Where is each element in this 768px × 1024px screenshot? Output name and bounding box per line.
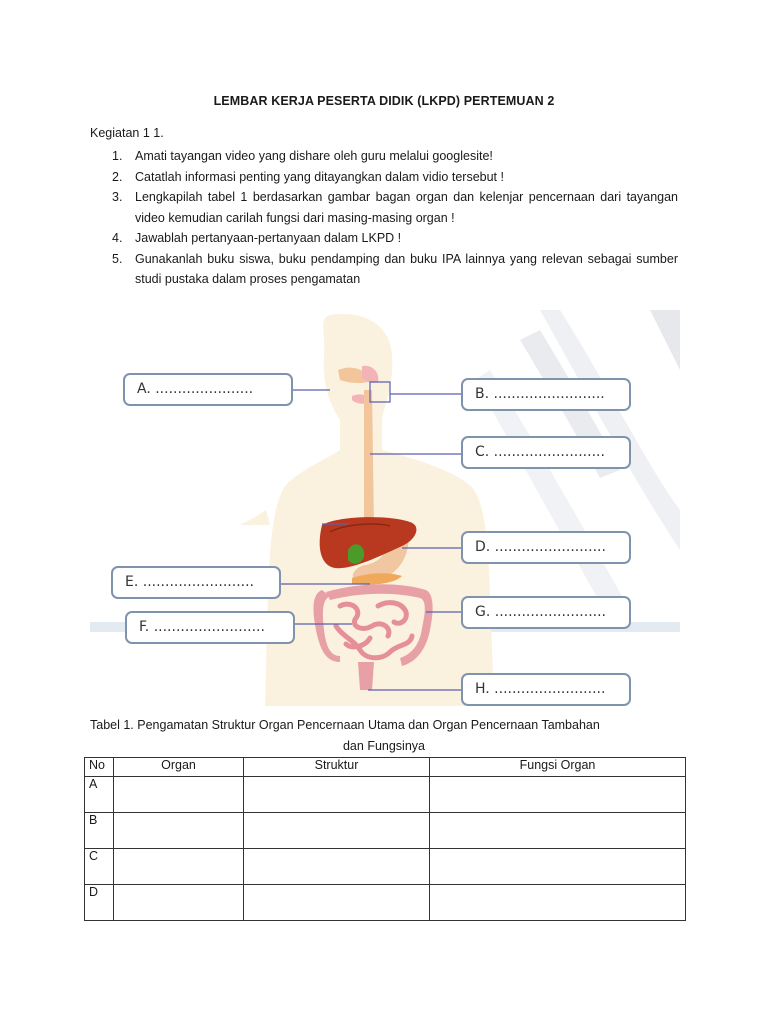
- cell-struktur[interactable]: [244, 885, 430, 921]
- label-box-f: F. .........................: [125, 611, 295, 644]
- label-box-h: H. .........................: [461, 673, 631, 706]
- label-box-b: B. .........................: [461, 378, 631, 411]
- table-row: [85, 885, 686, 921]
- cell-struktur[interactable]: [244, 849, 430, 885]
- table-caption: Tabel 1. Pengamatan Struktur Organ Pencernaan Utama dan Organ Pencernaan Tambahan: [90, 718, 600, 732]
- instruction-number: 3.: [112, 190, 123, 204]
- instruction-item: [90, 187, 678, 228]
- instruction-number: 4.: [112, 231, 123, 245]
- instruction-list: [90, 146, 678, 290]
- cell-struktur[interactable]: [244, 813, 430, 849]
- table-row: [85, 849, 686, 885]
- instruction-number: 2.: [112, 169, 123, 184]
- instruction-item: [90, 249, 678, 290]
- label-box-e: E. .........................: [111, 566, 281, 599]
- observation-table: [84, 757, 686, 921]
- cell-organ[interactable]: [114, 777, 244, 813]
- instruction-number: 1.: [112, 149, 123, 163]
- instruction-text: Jawablah pertanyaan-pertanyaan dalam LKPD !: [135, 231, 402, 245]
- cell-organ[interactable]: [114, 849, 244, 885]
- header-organ: Organ: [114, 758, 244, 777]
- instruction-text: Catatlah informasi penting yang ditayangkan dalam vidio tersebut !: [135, 169, 504, 184]
- header-struktur: Struktur: [244, 758, 430, 777]
- label-box-g: G. .........................: [461, 596, 631, 629]
- instruction-item: [90, 167, 678, 188]
- cell-organ[interactable]: [114, 813, 244, 849]
- cell-fungsi[interactable]: [430, 813, 686, 849]
- instruction-number: 5.: [112, 251, 123, 266]
- cell-struktur[interactable]: [244, 777, 430, 813]
- table-row: [85, 777, 686, 813]
- instruction-text: Amati tayangan video yang dishare oleh guru melalui googlesite!: [135, 149, 493, 163]
- label-box-d: D. .........................: [461, 531, 631, 564]
- digestive-illustration: [90, 310, 680, 706]
- cell-no: D: [85, 885, 114, 921]
- header-fungsi-organ: Fungsi Organ: [430, 758, 686, 777]
- cell-fungsi[interactable]: [430, 777, 686, 813]
- instruction-item: [90, 228, 678, 249]
- table-caption-continued: dan Fungsinya: [342, 739, 425, 753]
- activity-heading: Kegiatan 1 1.: [90, 126, 164, 140]
- cell-organ[interactable]: [114, 885, 244, 921]
- label-box-a: A. ......................: [123, 373, 293, 406]
- label-box-c: C. .........................: [461, 436, 631, 469]
- cell-no: B: [85, 813, 114, 849]
- cell-fungsi[interactable]: [430, 849, 686, 885]
- cell-no: C: [85, 849, 114, 885]
- table-header-row: [85, 758, 686, 777]
- cell-fungsi[interactable]: [430, 885, 686, 921]
- instruction-text: Gunakanlah buku siswa, buku pendamping dan buku IPA lainnya yang relevan sebagai sumber studi pustaka dalam proses pengamatan: [135, 251, 678, 286]
- digestive-system-diagram: [90, 310, 680, 706]
- instruction-text: Lengkapilah tabel 1 berdasarkan gambar bagan organ dan kelenjar pencernaan dari tayangan video kemudian carilah fungsi dari masing-masing organ !: [135, 190, 678, 225]
- cell-no: A: [85, 777, 114, 813]
- page-title: LEMBAR KERJA PESERTA DIDIK (LKPD) PERTEMUAN 2: [213, 94, 555, 108]
- header-no: No: [85, 758, 114, 777]
- instruction-item: [90, 146, 678, 167]
- table-row: [85, 813, 686, 849]
